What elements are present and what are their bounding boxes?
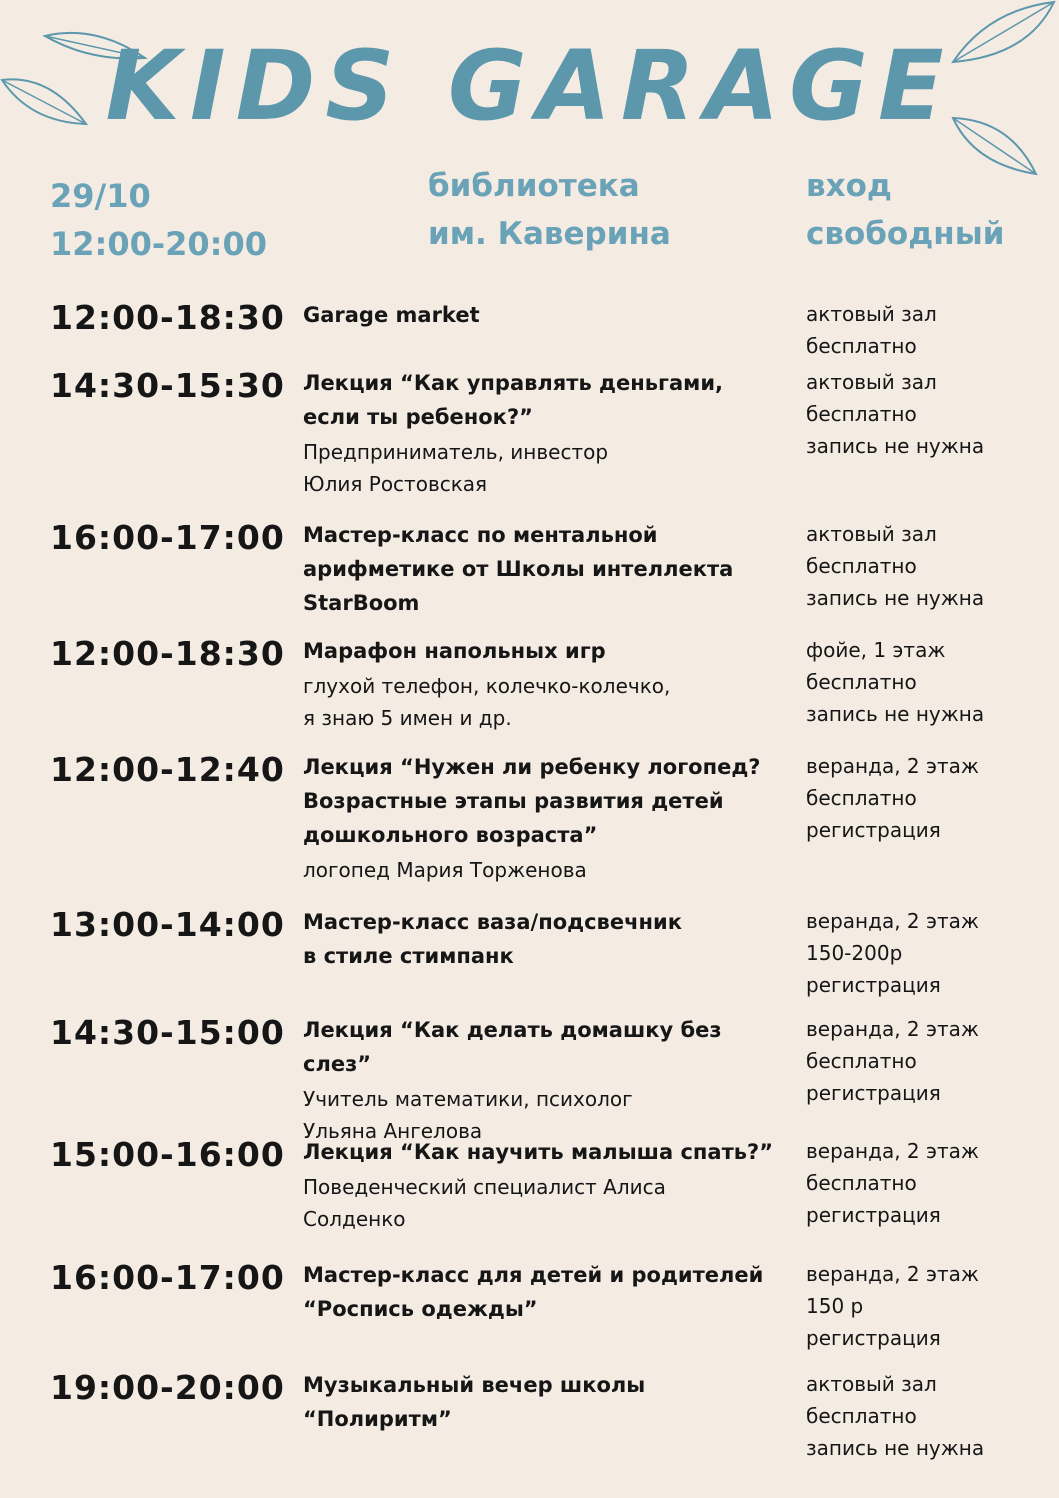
event-title: Мастер-класс для детей и родителей — [303, 1263, 764, 1287]
event-time: 12:00-18:30 — [50, 298, 285, 337]
event-info-line: актовый зал — [806, 302, 937, 326]
event-info-line: 150 р — [806, 1294, 864, 1318]
event-info-line: бесплатно — [806, 1404, 917, 1428]
venue — [428, 162, 671, 258]
event-info-line: бесплатно — [806, 1171, 917, 1195]
event-location-info — [806, 1135, 1046, 1231]
event-info-line: запись не нужна — [806, 586, 985, 610]
event-location-info — [806, 905, 1046, 1001]
event-time: 12:00-18:30 — [50, 634, 285, 673]
event-title: StarBoom — [303, 591, 420, 615]
event-info-line: веранда, 2 этаж — [806, 909, 979, 933]
event-details — [303, 750, 793, 886]
event-location-info — [806, 634, 1046, 730]
event-time: 16:00-17:00 — [50, 1258, 285, 1297]
date: 29/10 — [50, 177, 151, 215]
event-info-line: бесплатно — [806, 1049, 917, 1073]
event-subtitle: логопед Мария Торженова — [303, 858, 587, 882]
event-title: Мастер-класс по ментальной — [303, 523, 658, 547]
event-info-line: фойе, 1 этаж — [806, 638, 946, 662]
event-details — [303, 1368, 793, 1436]
event-title: “Полиритм” — [303, 1407, 452, 1431]
event-title: Garage market — [303, 303, 480, 327]
event-info-line: бесплатно — [806, 786, 917, 810]
event-subtitle: Предприниматель, инвестор — [303, 440, 609, 464]
event-details — [303, 518, 793, 620]
event-location-info — [806, 1368, 1046, 1464]
event-title: Марафон напольных игр — [303, 639, 606, 663]
event-subtitle: Учитель математики, психолог — [303, 1087, 633, 1111]
venue-line: им. Каверина — [428, 216, 671, 252]
event-info-line: веранда, 2 этаж — [806, 754, 979, 778]
entry-info — [806, 162, 1004, 258]
event-info-line: веранда, 2 этаж — [806, 1262, 979, 1286]
event-title: Возрастные этапы развития детей — [303, 789, 724, 813]
event-subtitle: глухой телефон, колечко-колечко, — [303, 674, 671, 698]
event-time: 19:00-20:00 — [50, 1368, 285, 1407]
event-info-line: бесплатно — [806, 554, 917, 578]
event-time: 15:00-16:00 — [50, 1135, 285, 1174]
event-details — [303, 1258, 793, 1326]
event-location-info — [806, 1258, 1046, 1354]
event-info-line: регистрация — [806, 973, 941, 997]
event-title: в стиле стимпанк — [303, 944, 514, 968]
event-info-line: актовый зал — [806, 1372, 937, 1396]
page-title: KIDS GARAGE — [105, 30, 954, 142]
event-info-line: 150-200р — [806, 941, 903, 965]
event-title: если ты ребенок?” — [303, 405, 533, 429]
event-info-line: бесплатно — [806, 334, 917, 358]
event-location-info — [806, 750, 1046, 846]
event-info-line: веранда, 2 этаж — [806, 1017, 979, 1041]
event-info-line: запись не нужна — [806, 1436, 985, 1460]
event-location-info — [806, 366, 1046, 462]
event-info-line: регистрация — [806, 818, 941, 842]
venue-line: библиотека — [428, 168, 640, 204]
event-title: Лекция “Как делать домашку без слез” — [303, 1018, 722, 1076]
event-details — [303, 1013, 793, 1147]
event-title: Музыкальный вечер школы — [303, 1373, 646, 1397]
entry-line: вход — [806, 168, 892, 204]
event-info-line: актовый зал — [806, 522, 937, 546]
event-info-line: веранда, 2 этаж — [806, 1139, 979, 1163]
event-location-info — [806, 1013, 1046, 1109]
event-time: 14:30-15:00 — [50, 1013, 285, 1052]
event-details — [303, 634, 793, 734]
event-time: 16:00-17:00 — [50, 518, 285, 557]
event-info-line: запись не нужна — [806, 702, 985, 726]
event-info-line: актовый зал — [806, 370, 937, 394]
hours: 12:00-20:00 — [50, 225, 267, 263]
event-title: Лекция “Нужен ли ребенку логопед? — [303, 755, 761, 779]
event-title: дошкольного возраста” — [303, 823, 598, 847]
event-details — [303, 905, 793, 973]
event-subtitle: Солденко — [303, 1207, 406, 1231]
event-details — [303, 366, 793, 500]
event-subtitle: я знаю 5 имен и др. — [303, 706, 512, 730]
event-info-line: регистрация — [806, 1326, 941, 1350]
event-info-line: бесплатно — [806, 670, 917, 694]
event-title: Мастер-класс ваза/подсвечник — [303, 910, 682, 934]
event-location-info — [806, 518, 1046, 614]
event-time: 12:00-12:40 — [50, 750, 285, 789]
event-date — [50, 172, 267, 268]
event-info-line: регистрация — [806, 1203, 941, 1227]
event-details — [303, 298, 793, 332]
event-title: Лекция “Как управлять деньгами, — [303, 371, 724, 395]
event-subtitle: Поведенческий специалист Алиса — [303, 1175, 666, 1199]
event-time: 14:30-15:30 — [50, 366, 285, 405]
event-title: Лекция “Как научить малыша спать?” — [303, 1140, 774, 1164]
event-title: “Роспись одежды” — [303, 1297, 538, 1321]
event-title: арифметике от Школы интеллекта — [303, 557, 734, 581]
entry-line: свободный — [806, 216, 1005, 252]
event-details — [303, 1135, 793, 1235]
event-info-line: регистрация — [806, 1081, 941, 1105]
event-info-line: бесплатно — [806, 402, 917, 426]
event-info-line: запись не нужна — [806, 434, 985, 458]
event-subtitle: Юлия Ростовская — [303, 472, 488, 496]
event-subtitle: Ульяна Ангелова — [303, 1119, 483, 1143]
event-location-info — [806, 298, 1046, 362]
event-time: 13:00-14:00 — [50, 905, 285, 944]
